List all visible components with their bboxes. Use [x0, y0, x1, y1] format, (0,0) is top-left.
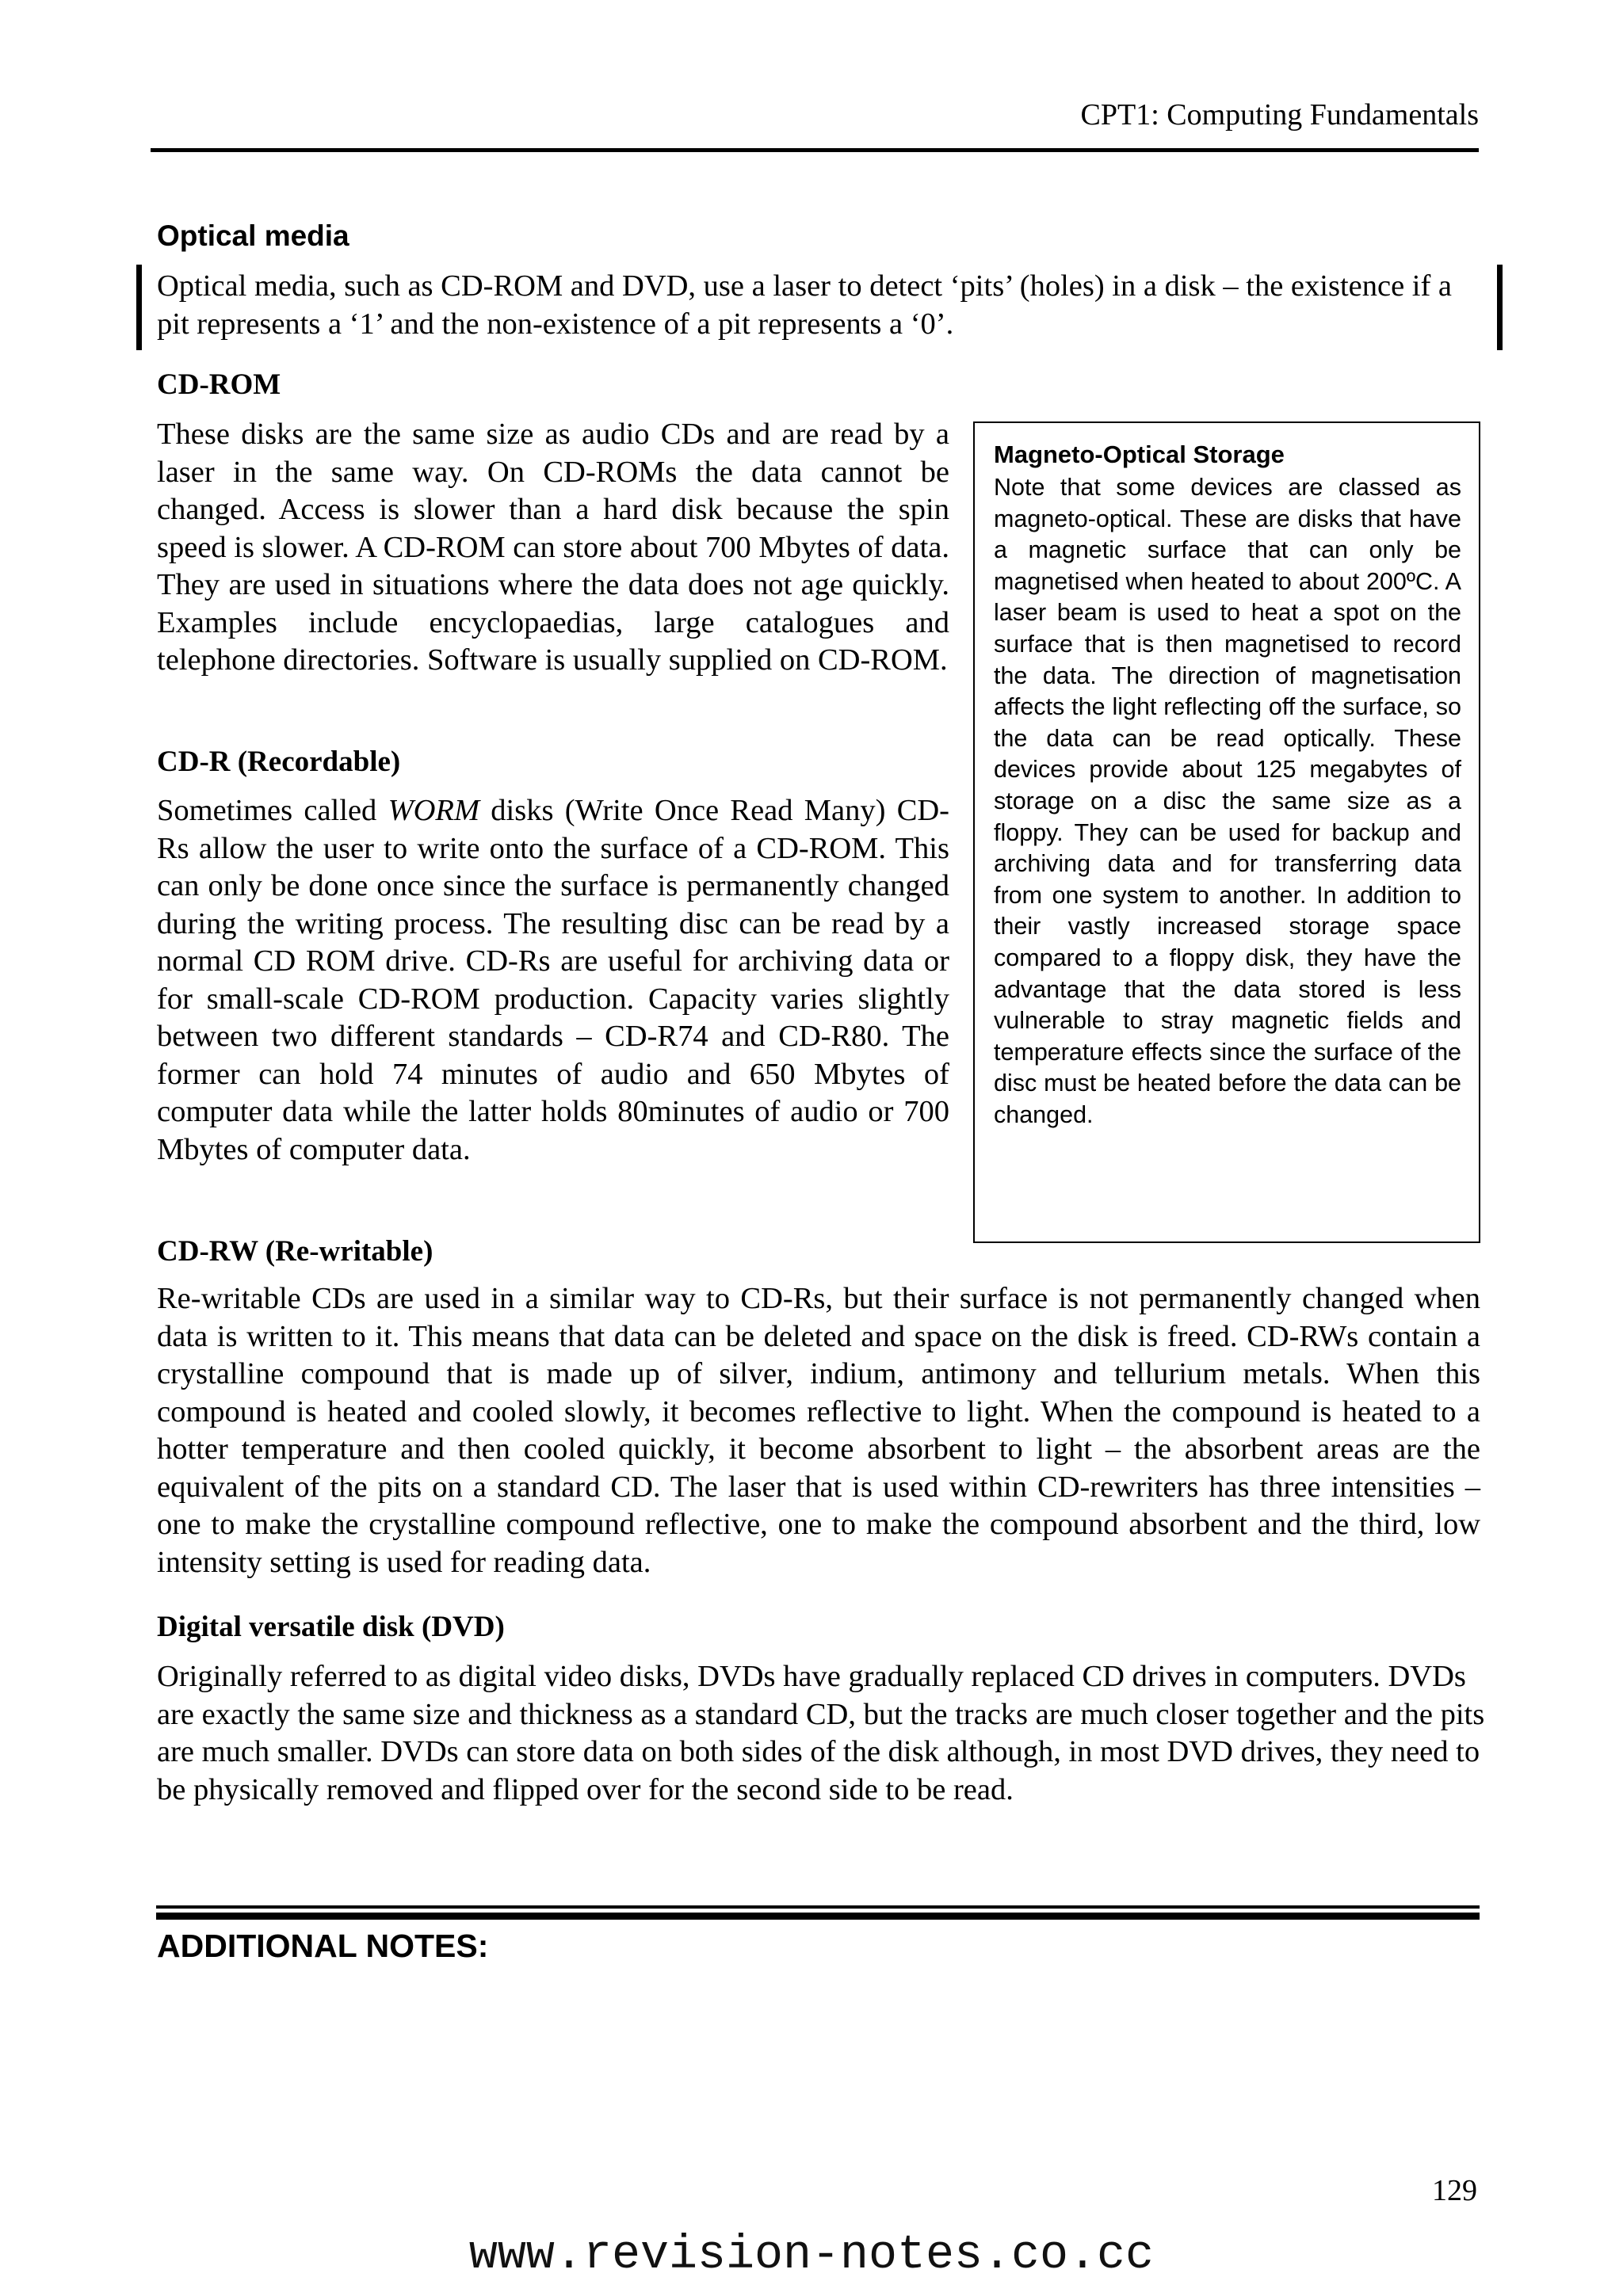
section-heading-cd-r: CD-R (Recordable): [157, 746, 401, 778]
cd-rw-paragraph: Re-writable CDs are used in a similar way to CD-Rs, but their surface is not permanently changed when data is written to it. This means that data can be deleted and space on the disk is freed. CD-RWs contain a crystalline compound that is made up of silver, indium, antimony and tellurium metals. When this compound is heated and cooled slowly, it becomes reflective to light. When the compound is heated to a hotter temperature and then cooled quickly, it become absorbent to light – the absorbent areas are the equivalent of the pits on a standard CD. The laser that is used within CD-rewriters has three intensities – one to make the crystalline compound reflective, one to make the compound absorbent and the third, low intensity setting is used for reading data.: [157, 1282, 1480, 1579]
running-header: CPT1: Computing Fundamentals: [1080, 98, 1479, 132]
cd-r-paragraph: [157, 792, 949, 1169]
optical-media-paragraph: Optical media, such as CD-ROM and DVD, use a laser to detect ‘pits’ (holes) in a disk – the existence if a pit represents a ‘1’ and the non-existence of a pit represents a ‘0’.: [157, 269, 1453, 341]
cd-rom-paragraph: These disks are the same size as audio CDs and are read by a laser in the same way. On CD-ROMs the data cannot be changed. Access is slower than a hard disk because the spin speed is slower. A CD-ROM can store about 700 Mbytes of data. They are used in situations where the data does not age quickly. Examples include encyclopaedias, large catalogues and telephone directories. Software is usually supplied on CD-ROM.: [157, 418, 949, 677]
section-heading-cd-rw: CD-RW (Re-writable): [157, 1235, 433, 1268]
additional-notes-heading: ADDITIONAL NOTES:: [157, 1928, 489, 1964]
section-heading-optical-media: Optical media: [157, 219, 349, 252]
section-heading-dvd: Digital versatile disk (DVD): [157, 1611, 505, 1643]
watermark-url: www.revision-notes.co.cc: [468, 2229, 1155, 2283]
notes-rule-thick: [156, 1913, 1480, 1920]
dvd-paragraph: Originally referred to as digital video disks, DVDs have gradually replaced CD drives in computers. DVDs are exactly the same size and thickness as a standard CD, but the tracks are much closer together and the pits are much smaller. DVDs can store data on both sides of the disk although, in most DVD drives, they need to be physically removed and flipped over for the second side to be read.: [157, 1660, 1485, 1806]
page-number: 129: [1432, 2174, 1477, 2207]
change-bar-left: [136, 265, 142, 350]
sidebar-title: Magneto-Optical Storage: [994, 441, 1285, 468]
cd-r-worm-emphasis: WORM: [388, 794, 480, 827]
cd-r-paragraph-start: Sometimes called: [157, 794, 388, 827]
magneto-optical-sidebar: [973, 421, 1480, 1243]
cd-r-paragraph-rest: disks (Write Once Read Many) CD-Rs allow the user to write onto the surface of a CD-ROM. This can only be done once since the surface is permanently changed during the writing process. The resulting disc can be read by a normal CD ROM drive. CD-Rs are useful for archiving data or for small-scale CD-ROM production. Capacity varies slightly between two different standards – CD-R74 and CD-R80. The former can hold 74 minutes of audio and 650 Mbytes of computer data while the latter holds 80minutes of audio or 700 Mbytes of computer data.: [157, 794, 949, 1166]
section-heading-cd-rom: CD-ROM: [157, 368, 281, 401]
sidebar-text: Note that some devices are classed as magneto-optical. These are disks that have a magnetic surface that can only be magnetised when heated to about 200ºC. A laser beam is used to heat a spot on the surface that is then magnetised to record the data. The direction of magnetisation affects the light reflecting off the surface, so the data can be read optically. These devices provide about 125 megabytes of storage on a disc the same size as a floppy. They can be used for backup and archiving data and for transferring data from one system to another. In addition to their vastly increased storage space compared to a floppy disk, they have the advantage that the data stored is less vulnerable to stray magnetic fields and temperature effects since the surface of the disc must be heated before the data can be changed.: [994, 474, 1461, 1128]
change-bar-right: [1497, 265, 1503, 350]
header-rule: [151, 148, 1479, 152]
notes-rule-thin: [156, 1905, 1480, 1909]
